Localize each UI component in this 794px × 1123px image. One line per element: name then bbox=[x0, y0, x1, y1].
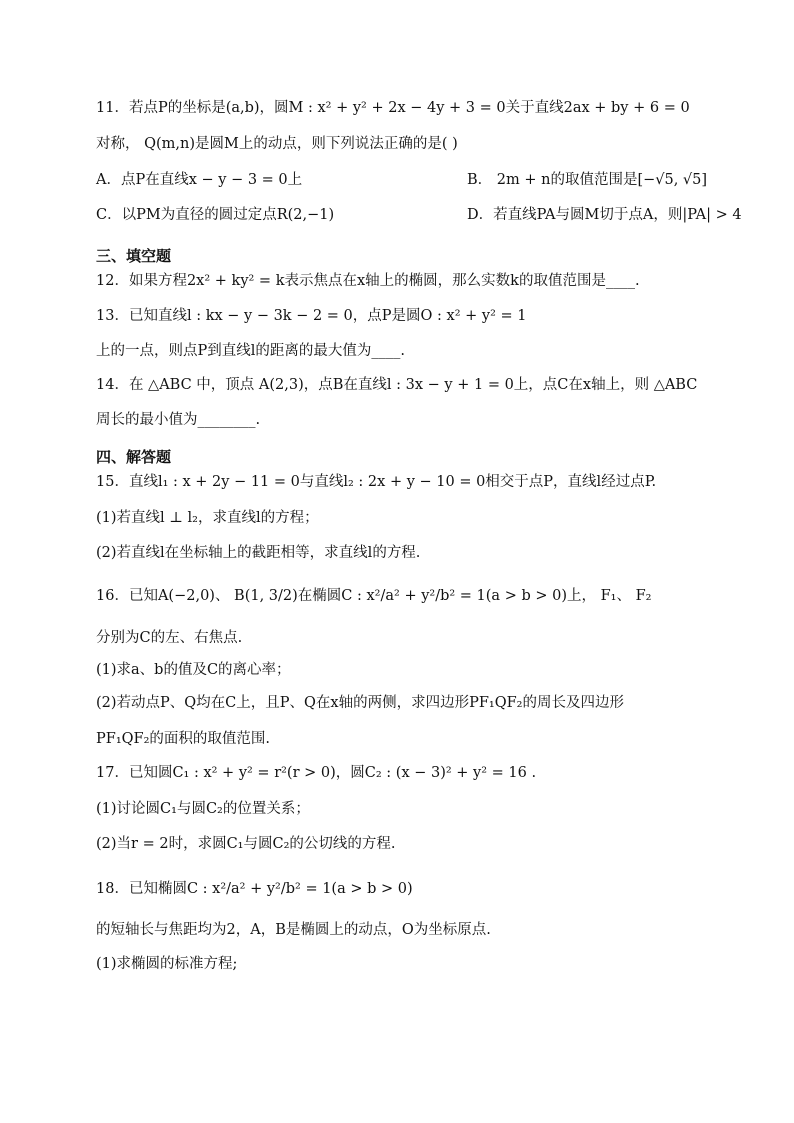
q11-options-row-1 bbox=[96, 170, 708, 190]
q18-line-2: 的短轴长与焦距均为2，A，B是椭圆上的动点，O为坐标原点. bbox=[96, 922, 491, 938]
q16-line-4: (2)若动点P、Q均在C上，且P、Q在x轴的两侧，求四边形PF₁QF₂的周长及四边形 bbox=[96, 695, 624, 711]
q11-stem-line-2: 对称， Q(m,n)是圆M上的动点，则下列说法正确的是( ) bbox=[96, 136, 458, 152]
section-4-heading: 四、解答题 bbox=[96, 448, 172, 466]
q15-line-2: (1)若直线l ⊥ l₂，求直线l的方程； bbox=[96, 510, 319, 526]
q18-line-1: 18．已知椭圆C : x²/a² + y²/b² = 1(a > b > 0) bbox=[96, 881, 413, 897]
q13-line-2: 上的一点，则点P到直线l的距离的最大值为____. bbox=[96, 343, 406, 359]
q16-line-1: 16．已知A(−2,0)、 B(1, 3/2)在椭圆C : x²/a² + y²/b² = 1(a > b > 0)上， F₁、 F₂ bbox=[96, 588, 652, 604]
q11-options-row-2 bbox=[96, 205, 742, 225]
q17-line-3: (2)当r = 2时，求圆C₁与圆C₂的公切线的方程. bbox=[96, 836, 396, 852]
q18-line-3: (1)求椭圆的标准方程; bbox=[96, 956, 238, 972]
q16-line-3: (1)求a、b的值及C的离心率； bbox=[96, 662, 291, 678]
q17-line-2: (1)讨论圆C₁与圆C₂的位置关系； bbox=[96, 801, 310, 817]
q15-line-3: (2)若直线l在坐标轴上的截距相等，求直线l的方程. bbox=[96, 545, 421, 561]
q14-line-2: 周长的最小值为________. bbox=[96, 412, 261, 428]
q13-line-1: 13．已知直线l : kx − y − 3k − 2 = 0，点P是圆O : x² + y² = 1 bbox=[96, 308, 527, 324]
q16-line-2: 分别为C的左、右焦点. bbox=[96, 630, 243, 646]
q11-option-c: C．以PM为直径的圆过定点R(2,−1) bbox=[96, 207, 335, 223]
q11-stem-line-1: 11．若点P的坐标是(a,b)，圆M : x² + y² + 2x − 4y + 3 = 0关于直线2ax + by + 6 = 0 bbox=[96, 100, 690, 116]
q12-text: 12．如果方程2x² + ky² = k表示焦点在x轴上的椭圆，那么实数k的取值范围是____. bbox=[96, 273, 640, 289]
q11-option-a: A．点P在直线x − y − 3 = 0上 bbox=[96, 172, 303, 188]
q17-line-1: 17．已知圆C₁ : x² + y² = r²(r > 0)，圆C₂ : (x − 3)² + y² = 16 . bbox=[96, 765, 537, 781]
q15-line-1: 15．直线l₁ : x + 2y − 11 = 0与直线l₂ : 2x + y − 10 = 0相交于点P，直线l经过点P. bbox=[96, 474, 657, 490]
q11-option-d: D．若直线PA与圆M切于点A，则|PA| > 4 bbox=[467, 207, 742, 223]
q16-line-5: PF₁QF₂的面积的取值范围. bbox=[96, 731, 270, 747]
q14-line-1: 14．在 △ABC 中，顶点 A(2,3)，点B在直线l : 3x − y + 1 = 0上，点C在x轴上，则 △ABC bbox=[96, 377, 698, 393]
section-3-heading: 三、填空题 bbox=[96, 247, 172, 265]
q11-option-b: B． 2m + n的取值范围是[−√5, √5] bbox=[467, 172, 708, 188]
